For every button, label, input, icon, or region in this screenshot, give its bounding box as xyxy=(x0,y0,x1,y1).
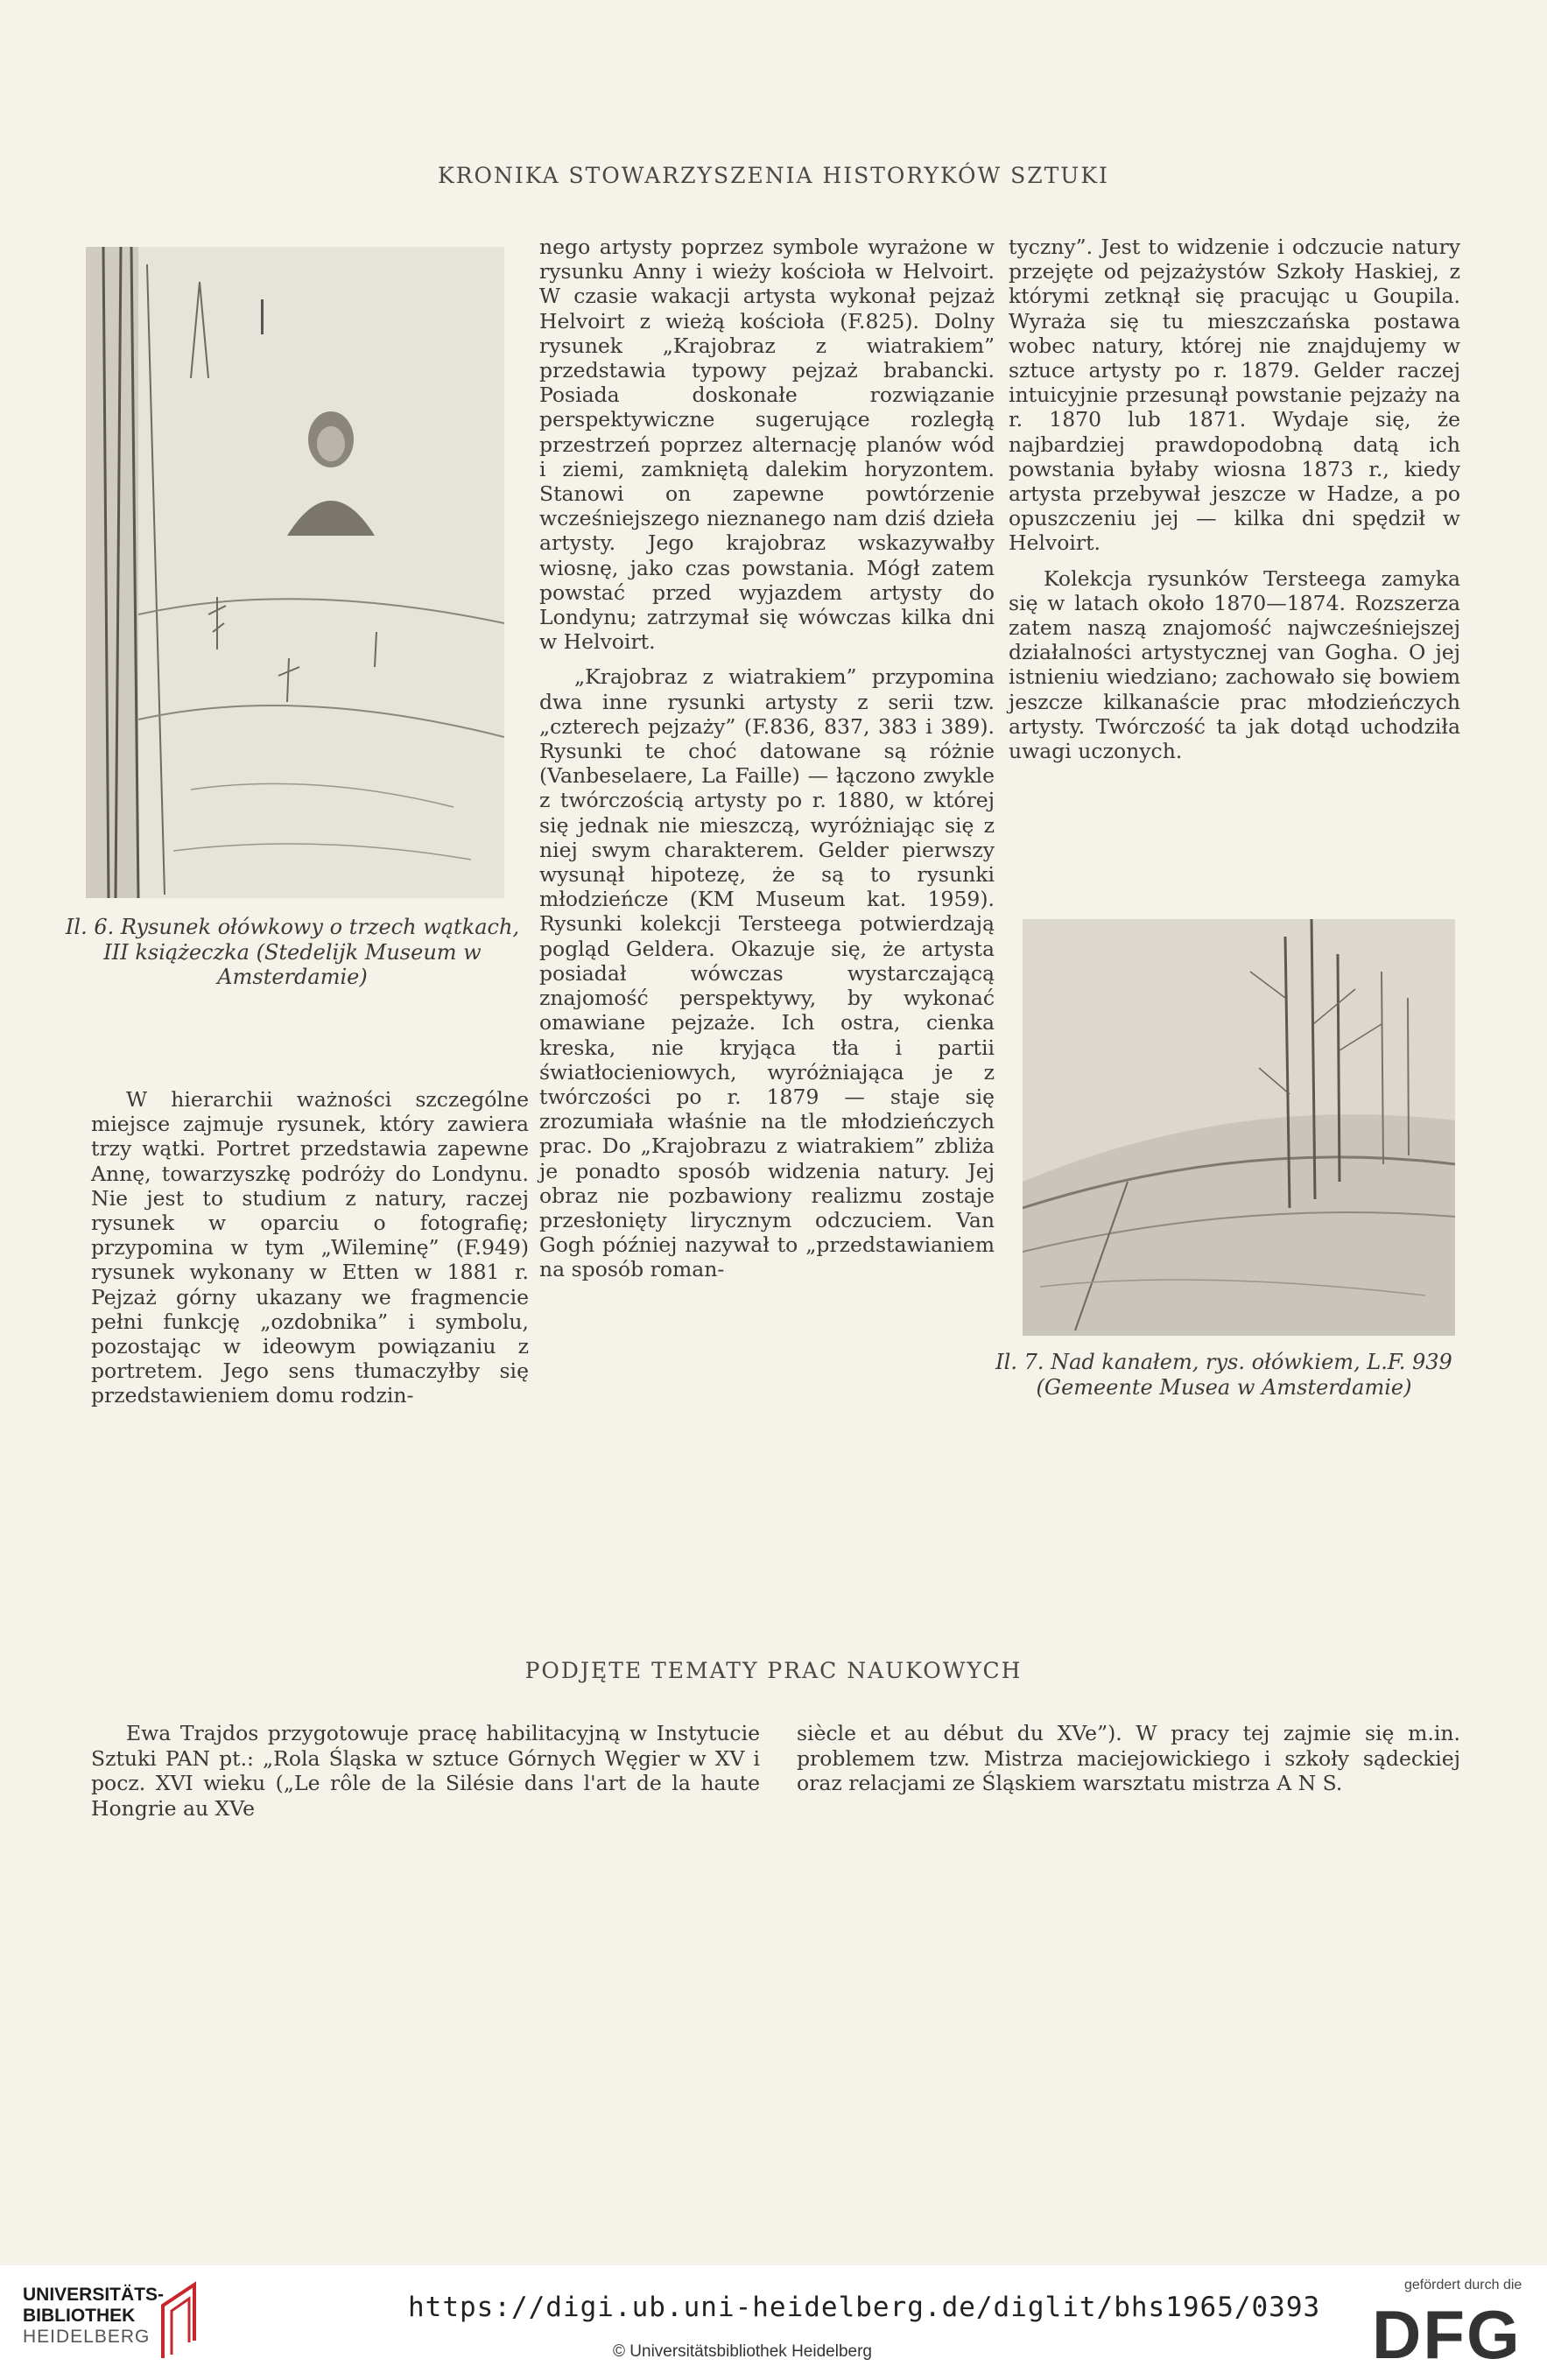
section-right-paragraph: siècle et au début du XVe”). W pracy tej zajmie się m.in. problemem tzw. Mistrza maciejowickiego i szkoły sądeckiej oraz relacjami ze Śląskiem warsztatu mistrza A N S. xyxy=(797,1721,1460,1795)
library-name-line-1: UNIVERSITÄTS- xyxy=(23,2285,165,2305)
section-left-text xyxy=(91,1721,760,1821)
figure-6-caption: Il. 6. Rysunek ołówkowy o trzech wątkach, III książeczka (Stedelijk Museum w Amsterdamie) xyxy=(65,915,520,989)
column-2 xyxy=(539,235,995,1282)
library-emblem-icon xyxy=(154,2279,203,2363)
section-right-text xyxy=(797,1721,1460,1796)
column-1-paragraph: W hierarchii ważności szczególne miejsce zajmuje rysunek, który zawiera trzy wątki. Portret przedstawia zapewne Annę, towarzyszkę podróży do Londynu. Nie jest to studium z natury, raczej rysunek w oparciu o fotografię; przypomina w tym „Wileminę” (F.949) rysunek wykonany w Etten w 1881 r. Pejzaż górny ukazany we fragmencie pełni funkcję „ozdobnika” i symbolu, pozostając w ideowym powiązaniu z portretem. Jego sens tłumaczyłby się przedstawieniem domu rodzin- xyxy=(91,1087,529,1408)
column-3-paragraph-1: tyczny”. Jest to widzenie i odczucie natury przejęte od pejzażystów Szkoły Haskiej, z którymi zetknął się pracując u Goupila. Wyraża się tu mieszczańska postawa wobec natury, której nie znajdujemy w sztuce artysty po r. 1879. Gelder raczej intuicyjnie przesunął powstanie pejzaży na r. 1870 lub 1871. Wydaje się, że najbardziej prawdopodobną datą ich powstania byłaby wiosna 1873 r., kiedy artysta przebywał jeszcze w Hadze, a po opuszczeniu jej — kilka dni spędził w Helvoirt. xyxy=(1009,235,1460,556)
svg-text:DFG: DFG xyxy=(1372,2300,1522,2363)
permalink-url[interactable]: https://digi.ub.uni-heidelberg.de/diglit/bhs1965/0393 xyxy=(408,2292,1321,2323)
copyright-notice: © Universitätsbibliothek Heidelberg xyxy=(613,2342,872,2361)
column-3-paragraph-2: Kolekcja rysunków Tersteega zamyka się w latach około 1870—1874. Rozszerza zatem naszą znajomość najwcześniejszej działalności artystycznej van Gogha. O jej istnieniu wiedziano; zachowało się bowiem jeszcze kilkanaście prac młodzieńczych artysty. Twórczość ta jak dotąd uchodziła uwagi uczonych. xyxy=(1009,565,1460,764)
dfg-logo-icon xyxy=(1370,2300,1528,2363)
column-1 xyxy=(91,1087,529,1408)
figure-6-drawing xyxy=(86,247,504,898)
column-2-paragraph-1: nego artysty poprzez symbole wyrażone w rysunku Anny i wieży kościoła w Helvoirt. W czasie wakacji artysta wykonał pejzaż Helvoirt z wieżą kościoła (F.825). Dolny rysunek „Krajobraz z wiatrakiem” przedstawia typowy pejzaż brabancki. Posiada doskonałe rozwiązanie perspektywiczne sugerujące rozległą przestrzeń poprzez alternację planów wód i ziemi, zamkniętą dalekim horyzontem. Stanowi on zapewne powtórzenie wcześniejszego nieznanego nam dziś dzieła artysty. Jego krajobraz wskazywałby wiosnę, jako czas powstania. Mógł zatem powstać przed wyjazdem artysty do Londynu; zatrzymał się wówczas kilka dni w Helvoirt. xyxy=(539,235,995,655)
footer-bar xyxy=(0,2265,1547,2380)
figure-7-drawing xyxy=(1023,919,1455,1336)
library-name-line-2: BIBLIOTHEK xyxy=(23,2306,136,2326)
running-head: KRONIKA STOWARZYSZENIA HISTORYKÓW SZTUKI xyxy=(438,163,1109,188)
section-left-paragraph: Ewa Trajdos przygotowuje pracę habilitacyjną w Instytucie Sztuki PAN pt.: „Rola Śląska w sztuce Górnych Węgier w XV i pocz. XVI wieku („Le rôle de la Silésie dans l'art de la haute Hongrie au XVe xyxy=(91,1721,760,1821)
column-3 xyxy=(1009,235,1460,763)
library-name-line-3: HEIDELBERG xyxy=(23,2327,151,2347)
funding-note: gefördert durch die xyxy=(1404,2278,1522,2292)
figure-7-caption: Il. 7. Nad kanałem, rys. ołówkiem, L.F. 939 (Gemeente Musea w Amsterdamie) xyxy=(995,1350,1452,1400)
library-logo xyxy=(23,2285,164,2348)
section-title: PODJĘTE TEMATY PRAC NAUKOWYCH xyxy=(524,1658,1023,1683)
column-2-paragraph-2: „Krajobraz z wiatrakiem” przypomina dwa inne rysunki artysty z serii tzw. „czterech pejzaży” (F.836, 837, 383 i 389). Rysunki te choć datowane są różnie (Vanbeselaere, La Faille) — łączono zwykle z twórczością artysty po r. 1880, w której się jednak nie mieszczą, wyróżniając się z niej swym charakterem. Gelder pierwszy wysunął hipotezę, że są to rysunki młodzieńcze (KM Museum kat. 1959). Rysunki kolekcji Tersteega potwierdzają pogląd Geldera. Okazuje się, że artysta posiadał wówczas wystarczającą znajomość perspektywy, by wykonać omawiane pejzaże. Ich ostra, cienka kreska, nie kryjąca tła i partii światłocieniowych, wyróżniająca je z twórczości po r. 1879 — staje się zrozumiała właśnie na tle młodzieńczych prac. Do „Krajobrazu z wiatrakiem” zbliża je ponadto sposób widzenia natury. Jej obraz nie pozbawiony realizmu zostaje przesłonięty lirycznym odczuciem. Van Gogh później nazywał to „przedstawianiem na sposób roman- xyxy=(539,664,995,1282)
